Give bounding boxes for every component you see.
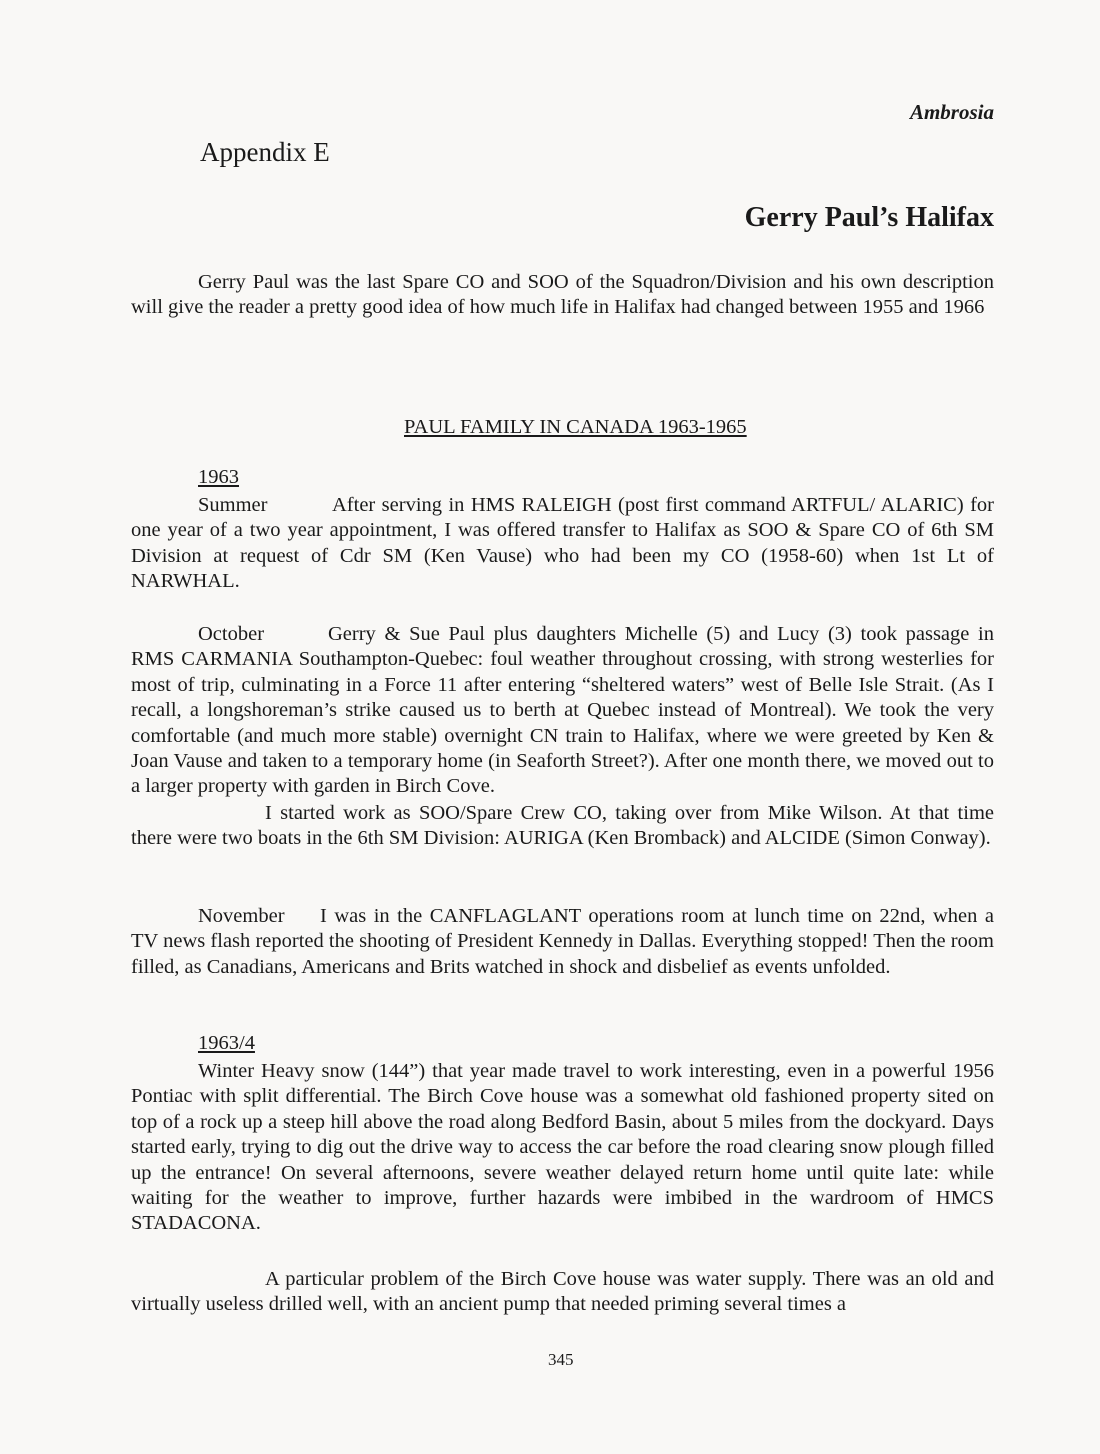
intro-text: Gerry Paul was the last Spare CO and SOO of the Squadron/Division and his own description will give the reader a pretty good idea of how much life in Halifax had changed between 1955 and 1966: [131, 271, 994, 319]
october-label: October: [198, 623, 265, 645]
november-paragraph: [131, 904, 994, 980]
summer-label: Summer: [198, 494, 268, 516]
november-label: November: [198, 905, 285, 927]
section-heading: PAUL FAMILY IN CANADA 1963-1965: [404, 416, 747, 438]
winter-paragraph: [131, 1059, 994, 1237]
running-head: Ambrosia: [909, 100, 994, 124]
year-heading-1963-4: 1963/4: [198, 1032, 255, 1054]
year-heading-1963: 1963: [198, 466, 239, 488]
winter-text: Winter Heavy snow (144”) that year made travel to work interesting, even in a powerful 1956 Pontiac with split differential. The Birch Cove house was a somewhat old fashioned property sited on top of a rock up a steep hill above the road along Bedford Basin, about 5 miles from the dockyard. Days started early, trying to dig out the drive way to access the car before the road clearing snow plough filled up the entrance! On several afternoons, severe weather delayed return home until quite late: while waiting for the weather to improve, further hazards were imbibed in the wardroom of HMCS STADACONA.: [131, 1060, 994, 1235]
water-paragraph: [131, 1267, 994, 1318]
november-text: I was in the CANFLAGLANT operations room at lunch time on 22nd, when a TV news flash reported the shooting of President Kennedy in Dallas. Everything stopped! Then the room filled, as Canadians, Americans and Brits watched in shock and disbelief as events unfolded.: [131, 905, 994, 978]
october-paragraph: [131, 622, 994, 800]
water-text: A particular problem of the Birch Cove house was water supply. There was an old and virtually useless drilled well, with an ancient pump that needed priming several times a: [131, 1268, 994, 1316]
work-paragraph: [131, 801, 994, 852]
intro-paragraph: [131, 270, 994, 321]
summer-text: After serving in HMS RALEIGH (post first command ARTFUL/ ALARIC) for one year of a two year appointment, I was offered transfer to Halifax as SOO & Spare CO of 6th SM Division at request of Cdr SM (Ken Vause) who had been my CO (1958-60) when 1st Lt of NARWHAL.: [131, 494, 994, 593]
october-text: Gerry & Sue Paul plus daughters Michelle (5) and Lucy (3) took passage in RMS CARMANIA Southampton-Quebec: foul weather throughout crossing, with strong westerlies for most of trip, culminating in a Force 11 after entering “sheltered waters” west of Belle Isle Strait. (As I recall, a longshoreman’s strike caused us to berth at Quebec instead of Montreal). We took the very comfortable (and much more stable) overnight CN train to Halifax, where we were greeted by Ken & Joan Vause and taken to a temporary home (in Seaforth Street?). After one month there, we moved out to a larger property with garden in Birch Cove.: [131, 623, 994, 798]
page-number: 345: [548, 1350, 574, 1369]
appendix-label: Appendix E: [200, 137, 330, 167]
summer-paragraph: [131, 493, 994, 595]
page-title: Gerry Paul’s Halifax: [744, 202, 994, 233]
work-text: I started work as SOO/Spare Crew CO, taking over from Mike Wilson. At that time there were two boats in the 6th SM Division: AURIGA (Ken Bromback) and ALCIDE (Simon Conway).: [131, 802, 994, 850]
